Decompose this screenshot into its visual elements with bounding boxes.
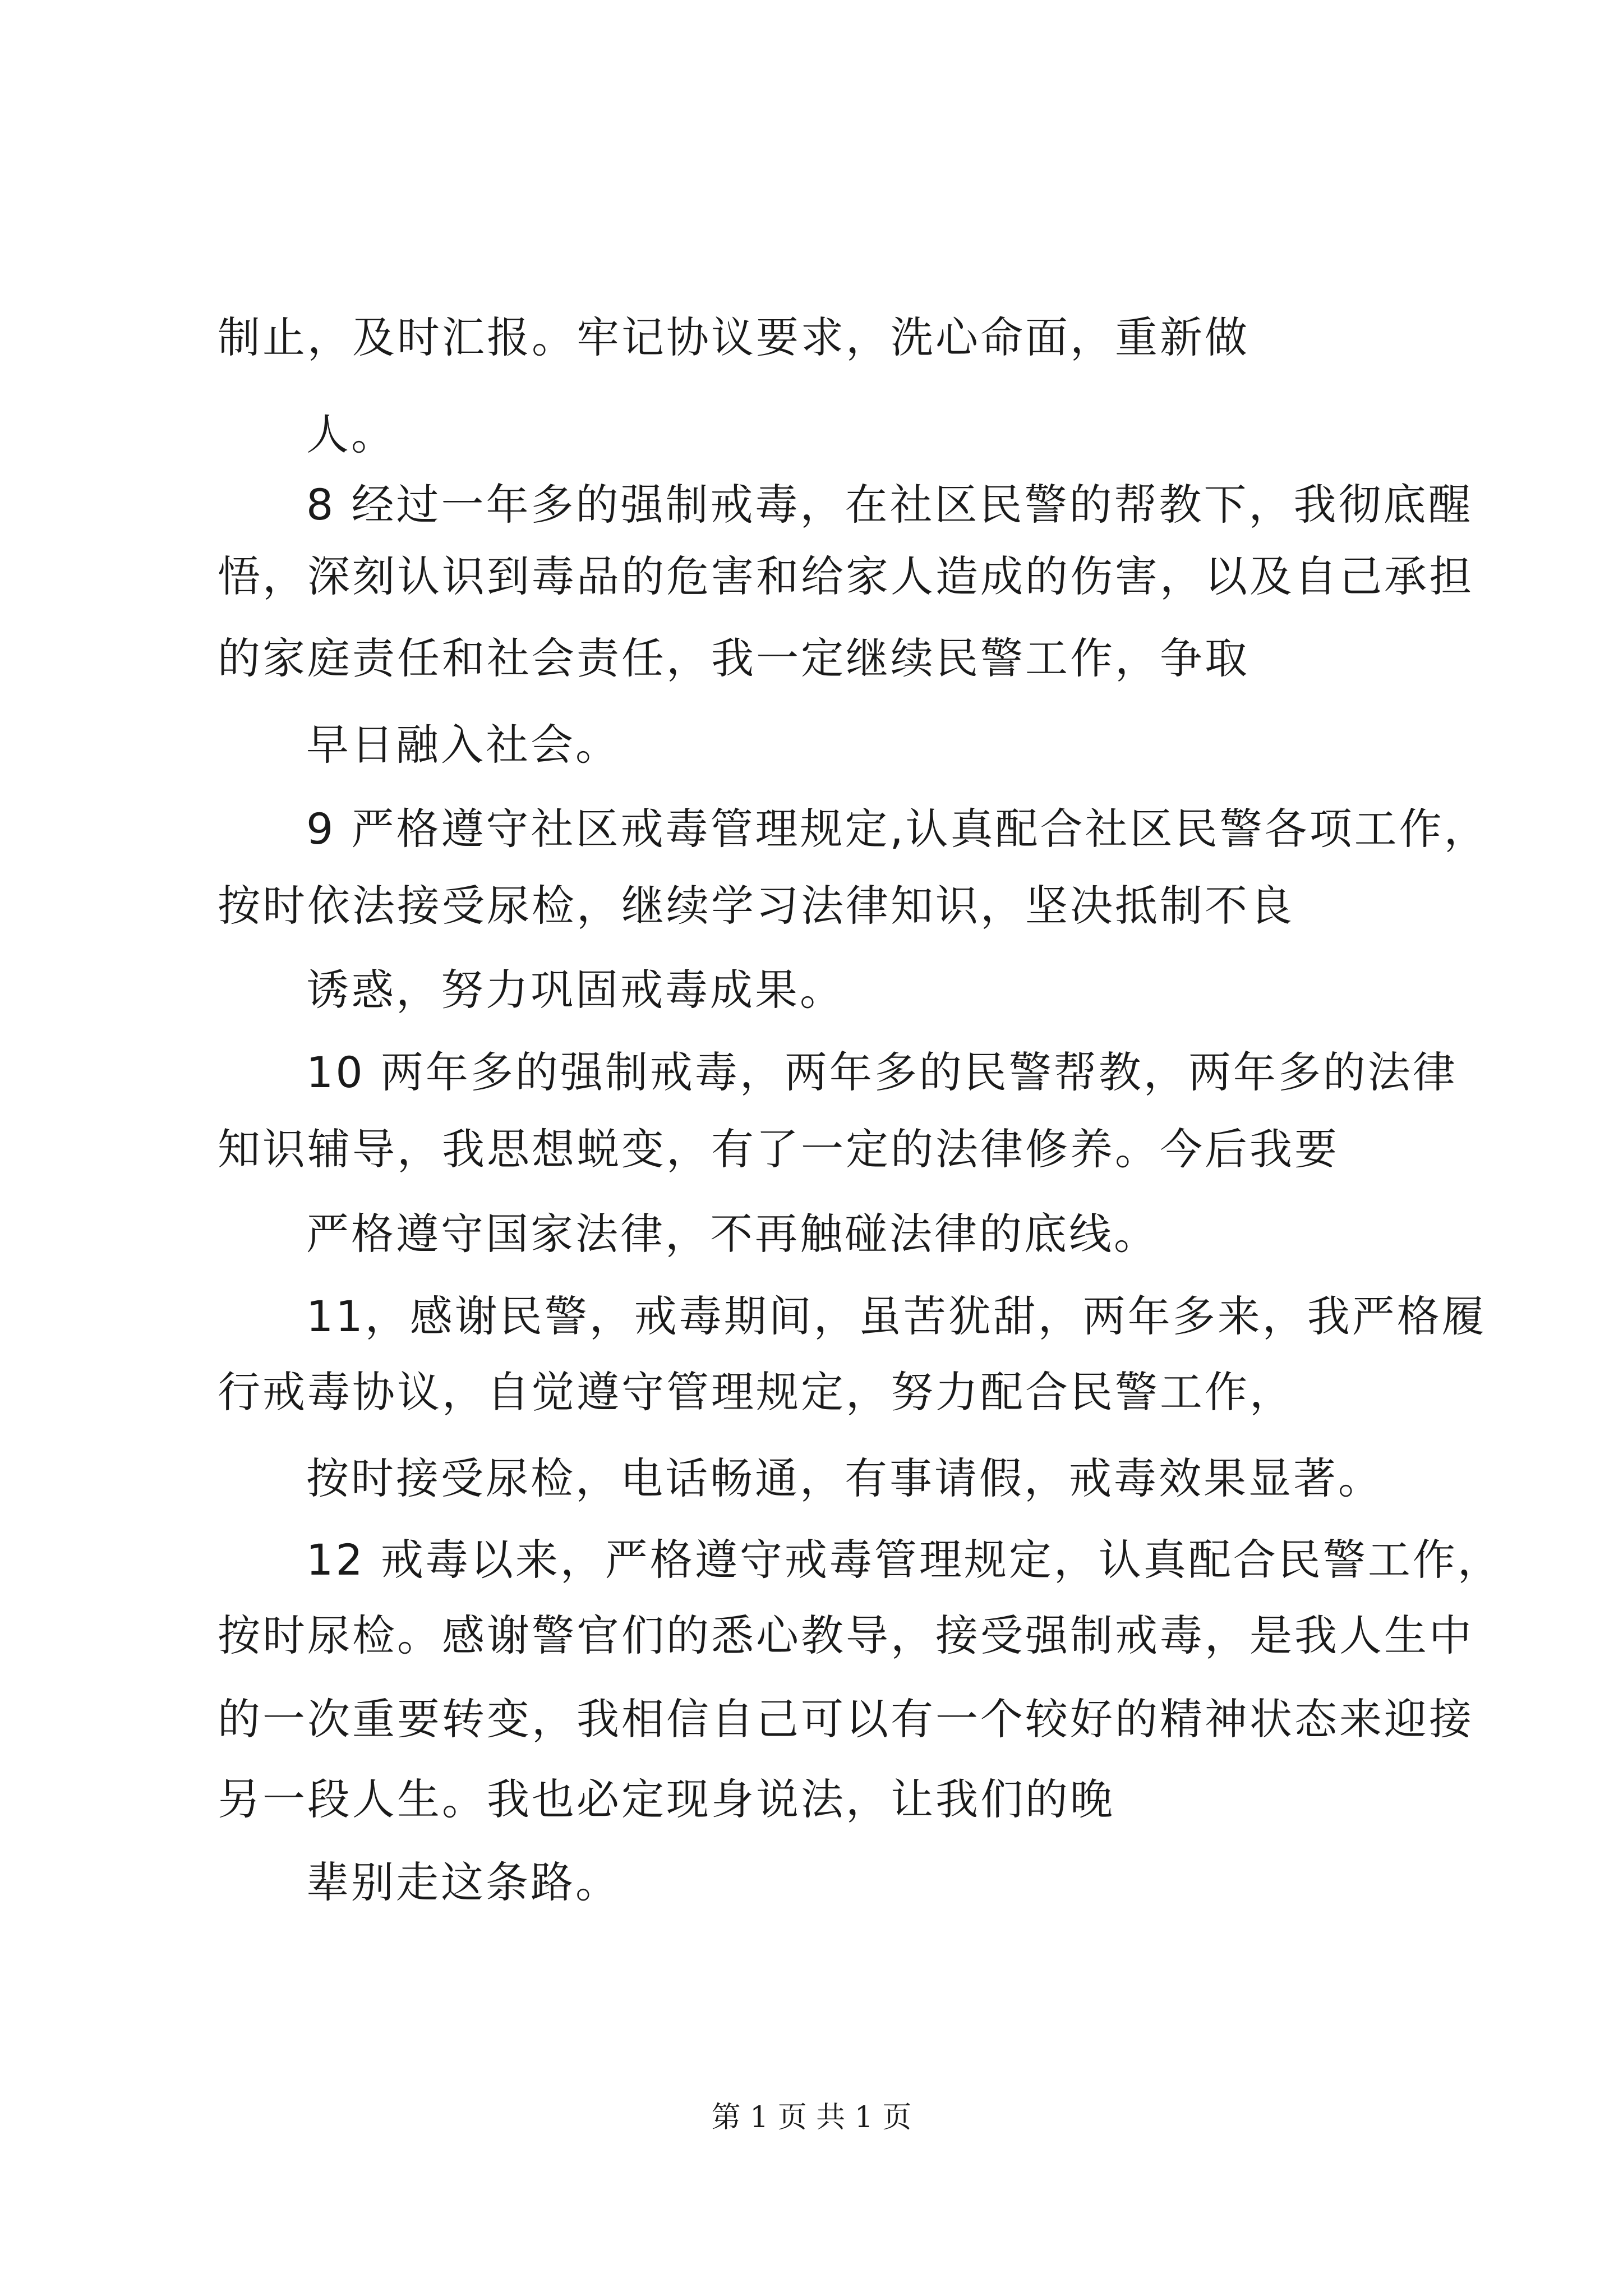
- text-line-8: 按时依法接受尿检，继续学习法律知识，坚决抵制不良: [218, 881, 1294, 931]
- text-line-17: 按时尿检。感谢警官们的悉心教导，接受强制戒毒，是我人生中: [218, 1611, 1474, 1660]
- text-line-6: 早日融入社会。: [306, 720, 620, 770]
- text-line-20: 辈别走这条路。: [306, 1857, 620, 1907]
- text-line-12: 严格遵守国家法律，不再触碰法律的底线。: [306, 1209, 1159, 1259]
- text-line-1: 制止，及时汇报。牢记协议要求，洗心命面，重新做: [218, 312, 1249, 362]
- text-line-18: 的一次重要转变，我相信自己可以有一个较好的精神状态来迎接: [218, 1694, 1474, 1744]
- text-line-3: 8 经过一年多的强制戒毒，在社区民警的帮教下，我彻底醒: [306, 480, 1473, 530]
- text-line-16: 12 戒毒以来，严格遵守戒毒管理规定，认真配合民警工作，: [306, 1535, 1502, 1585]
- text-line-10: 10 两年多的强制戒毒，两年多的民警帮教，两年多的法律: [306, 1047, 1458, 1097]
- text-line-15: 按时接受尿检，电话畅通，有事请假，戒毒效果显著。: [306, 1453, 1383, 1503]
- text-line-9: 诱惑，努力巩固戒毒成果。: [306, 965, 845, 1015]
- text-line-7: 9 严格遵守社区戒毒管理规定,认真配合社区民警各项工作，: [306, 804, 1489, 854]
- page-number-footer: 第 1 页 共 1 页: [711, 2101, 912, 2134]
- text-line-5: 的家庭责任和社会责任，我一定继续民警工作，争取: [218, 633, 1249, 683]
- text-line-19: 另一段人生。我也必定现身说法，让我们的晚: [218, 1774, 1115, 1824]
- text-line-13: 11，感谢民警，戒毒期间，虽苦犹甜，两年多来，我严格履: [306, 1291, 1487, 1341]
- text-line-2: 人。: [306, 409, 396, 459]
- text-line-11: 知识辅导，我思想蜕变，有了一定的法律修养。今后我要: [218, 1124, 1339, 1174]
- text-line-14: 行戒毒协议，自觉遵守管理规定，努力配合民警工作，: [218, 1367, 1294, 1417]
- text-line-4: 悟，深刻认识到毒品的危害和给家人造成的伤害，以及自己承担: [218, 551, 1474, 601]
